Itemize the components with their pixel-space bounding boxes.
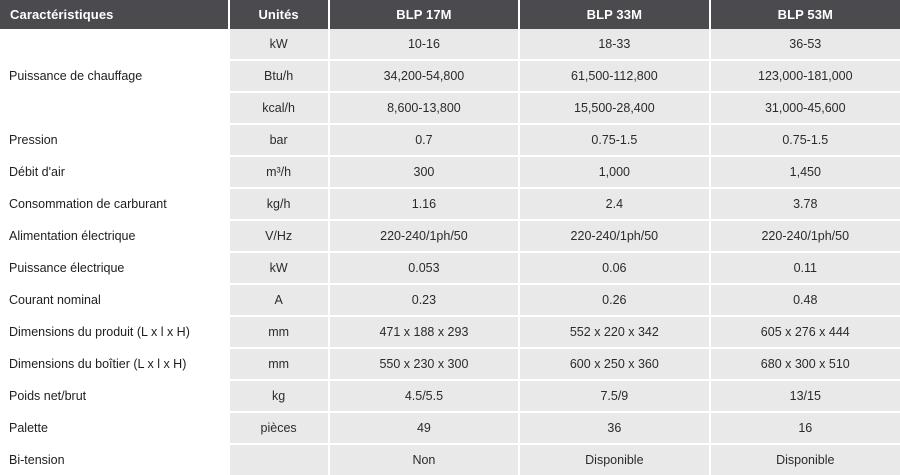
unit-value: kg/h <box>229 188 329 220</box>
spec-value: 36-53 <box>710 29 900 60</box>
unit-value: mm <box>229 316 329 348</box>
feature-label: Courant nominal <box>0 284 229 316</box>
spec-value: 605 x 276 x 444 <box>710 316 900 348</box>
spec-value: 36 <box>519 412 709 444</box>
spec-value: 1.16 <box>329 188 519 220</box>
feature-label: Palette <box>0 412 229 444</box>
feature-label: Puissance électrique <box>0 252 229 284</box>
spec-value: 16 <box>710 412 900 444</box>
spec-value: 123,000-181,000 <box>710 60 900 92</box>
spec-value: 3.78 <box>710 188 900 220</box>
column-header-features: Caractéristiques <box>0 0 229 29</box>
table-row <box>0 220 900 252</box>
spec-value: 7.5/9 <box>519 380 709 412</box>
feature-label: Dimensions du produit (L x l x H) <box>0 316 229 348</box>
feature-label: Consommation de carburant <box>0 188 229 220</box>
spec-value: 0.7 <box>329 124 519 156</box>
table-row <box>0 348 900 380</box>
table-row <box>0 444 900 475</box>
unit-value: kg <box>229 380 329 412</box>
header-row <box>0 0 900 29</box>
column-header-units: Unités <box>229 0 329 29</box>
table-row <box>0 380 900 412</box>
table-header <box>0 0 900 29</box>
spec-value: 0.06 <box>519 252 709 284</box>
spec-value: 1,000 <box>519 156 709 188</box>
unit-value: m³/h <box>229 156 329 188</box>
table-row <box>0 284 900 316</box>
spec-value: 0.26 <box>519 284 709 316</box>
spec-value: 0.75-1.5 <box>710 124 900 156</box>
spec-value: 61,500-112,800 <box>519 60 709 92</box>
spec-value: Disponible <box>519 444 709 475</box>
spec-value: 0.11 <box>710 252 900 284</box>
column-header-model-1: BLP 17M <box>329 0 519 29</box>
spec-value: 8,600-13,800 <box>329 92 519 124</box>
spec-value: 220-240/1ph/50 <box>329 220 519 252</box>
unit-value: bar <box>229 124 329 156</box>
table-row <box>0 188 900 220</box>
table-row <box>0 412 900 444</box>
spec-value: 300 <box>329 156 519 188</box>
feature-label: Dimensions du boîtier (L x l x H) <box>0 348 229 380</box>
spec-value: 31,000-45,600 <box>710 92 900 124</box>
spec-value: 15,500-28,400 <box>519 92 709 124</box>
spec-value: 220-240/1ph/50 <box>519 220 709 252</box>
spec-value: 0.48 <box>710 284 900 316</box>
spec-value: 0.75-1.5 <box>519 124 709 156</box>
table-body <box>0 29 900 475</box>
unit-value: Btu/h <box>229 60 329 92</box>
feature-label: Alimentation électrique <box>0 220 229 252</box>
feature-label: Pression <box>0 124 229 156</box>
table-row <box>0 316 900 348</box>
spec-value: 10-16 <box>329 29 519 60</box>
feature-label: Poids net/brut <box>0 380 229 412</box>
spec-value: 0.053 <box>329 252 519 284</box>
spec-value: 680 x 300 x 510 <box>710 348 900 380</box>
spec-value: 1,450 <box>710 156 900 188</box>
table-row <box>0 124 900 156</box>
spec-value: 550 x 230 x 300 <box>329 348 519 380</box>
unit-value: mm <box>229 348 329 380</box>
feature-label: Bi-tension <box>0 444 229 475</box>
table-row <box>0 29 900 60</box>
spec-value: 0.23 <box>329 284 519 316</box>
feature-label: Puissance de chauffage <box>0 29 229 124</box>
spec-value: 471 x 188 x 293 <box>329 316 519 348</box>
unit-value: A <box>229 284 329 316</box>
unit-value: kW <box>229 29 329 60</box>
spec-value: Non <box>329 444 519 475</box>
unit-value: pièces <box>229 412 329 444</box>
spec-value: 13/15 <box>710 380 900 412</box>
unit-value: V/Hz <box>229 220 329 252</box>
spec-value: 4.5/5.5 <box>329 380 519 412</box>
feature-label: Débit d'air <box>0 156 229 188</box>
spec-value: Disponible <box>710 444 900 475</box>
unit-value: kW <box>229 252 329 284</box>
unit-value <box>229 444 329 475</box>
spec-value: 2.4 <box>519 188 709 220</box>
column-header-model-2: BLP 33M <box>519 0 709 29</box>
spec-value: 552 x 220 x 342 <box>519 316 709 348</box>
spec-value: 600 x 250 x 360 <box>519 348 709 380</box>
spec-value: 18-33 <box>519 29 709 60</box>
unit-value: kcal/h <box>229 92 329 124</box>
spec-value: 49 <box>329 412 519 444</box>
table-row <box>0 252 900 284</box>
column-header-model-3: BLP 53M <box>710 0 900 29</box>
spec-value: 220-240/1ph/50 <box>710 220 900 252</box>
spec-value: 34,200-54,800 <box>329 60 519 92</box>
table-row <box>0 156 900 188</box>
